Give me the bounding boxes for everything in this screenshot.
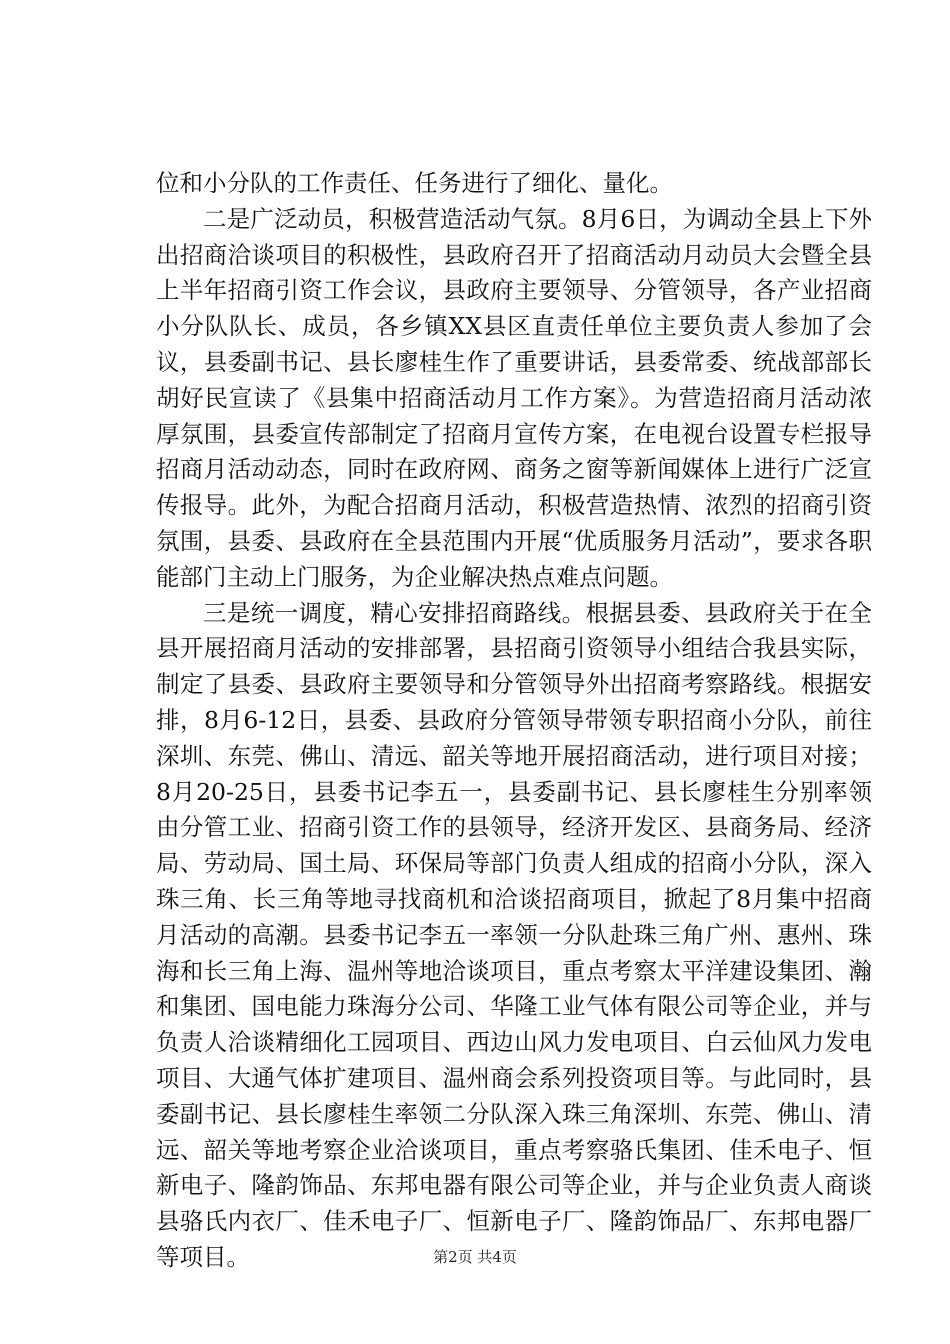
paragraph-mobilization: 二是广泛动员，积极营造活动气氛。8月6日，为调动全县上下外出招商洽谈项目的积极性，县政府召开了招商活动月动员大会暨全县上半年招商引资工作会议，县政府主要领导、分管领导，各产业招商小分队队长、成员，各乡镇XX县区直责任单位主要负责人参加了会议，县委副书记、县长廖桂生作了重要讲话，县委常委、统战部部长胡好民宣读了《县集中招商活动月工作方案》。为营造招商月活动浓厚氛围，县委宣传部制定了招商月宣传方案，在电视台设置专栏报导招商月活动动态，同时在政府网、商务之窗等新闻媒体上进行广泛宣传报导。此外，为配合招商月活动，积极营造热情、浓烈的招商引资氛围，县委、县政府在全县范围内开展“优质服务月活动”，要求各职能部门主动上门服务，为企业解决热点难点问题。 <box>156 204 872 591</box>
paragraph-scheduling: 三是统一调度，精心安排招商路线。根据县委、县政府关于在全县开展招商月活动的安排部署，县招商引资领导小组结合我县实际，制定了县委、县政府主要领导和分管领导外出招商考察路线。根据安排，8月6-12日，县委、县政府分管领导带领专职招商小分队，前往深圳、东莞、佛山、清远、韶关等地开展招商活动，进行项目对接；8月20-25日，县委书记李五一，县委副书记、县长廖桂生分别率领由分管工业、招商引资工作的县领导，经济开发区、县商务局、经济局、劳动局、国土局、环保局等部门负责人组成的招商小分队，深入珠三角、长三角等地寻找商机和洽谈招商项目，掀起了8月集中招商月活动的高潮。县委书记李五一率领一分队赴珠三角广州、惠州、珠海和长三角上海、温州等地洽谈项目，重点考察太平洋建设集团、瀚和集团、国电能力珠海分公司、华隆工业气体有限公司等企业，并与负责人洽谈精细化工园项目、西边山风力发电项目、白云仙风力发电项目、大通气体扩建项目、温州商会系列投资项目等。与此同时，县委副书记、县长廖桂生率领二分队深入珠三角深圳、东莞、佛山、清远、韶关等地考察企业洽谈项目，重点考察骆氏集团、佳禾电子、恒新电子、隆韵饰品、东邦电器有限公司等企业，并与企业负责人商谈县骆氏内衣厂、佳禾电子厂、恒新电子厂、隆韵饰品厂、东邦电器厂等项目。 <box>156 598 872 1271</box>
page-number-footer: 第2页 共4页 <box>433 1248 517 1266</box>
document-body <box>156 166 872 1276</box>
paragraph-continuation: 位和小分队的工作责任、任务进行了细化、量化。 <box>156 169 673 197</box>
